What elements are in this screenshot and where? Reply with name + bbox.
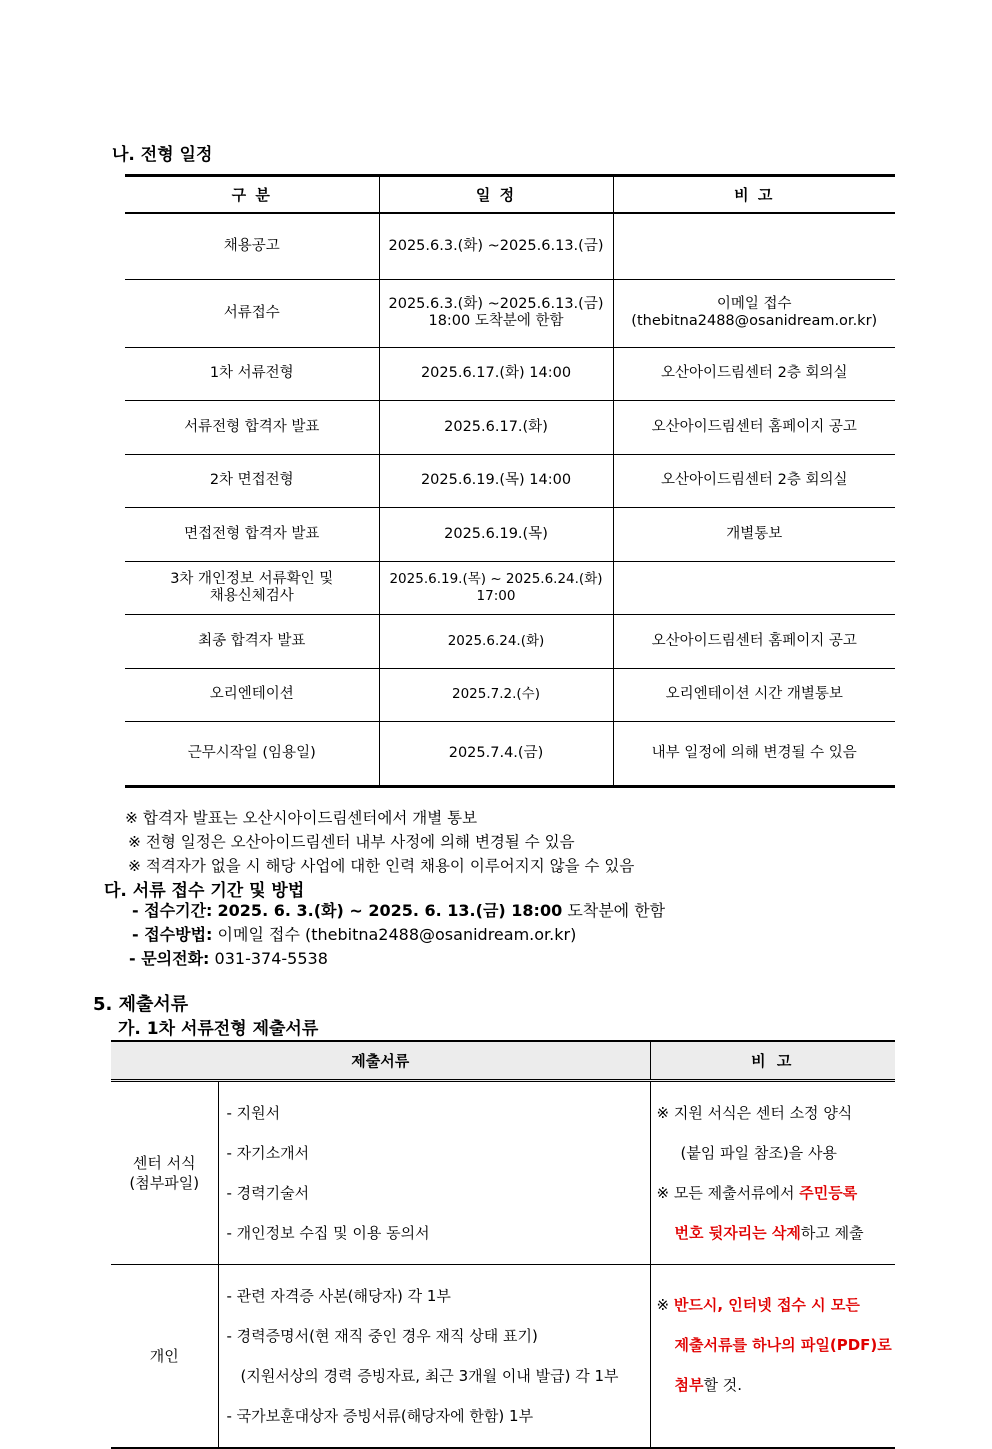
list-item: - 지원서 [226, 1104, 281, 1122]
table-row [125, 668, 895, 721]
note-line [657, 1183, 895, 1203]
note-line [657, 1335, 895, 1355]
note-line: (붙임 파일 참조)을 사용 [680, 1144, 837, 1162]
note-line: ※ 적격자가 없을 시 해당 사업에 대한 인력 채용이 이루어지지 않을 수 있음 [128, 857, 635, 875]
table-row [125, 213, 895, 279]
row-category: 3차 개인정보 서류확인 및 채용신체검사 [125, 561, 379, 614]
submission-period [132, 899, 665, 923]
note-text: 하고 제출 [800, 1224, 864, 1242]
row-note: 오산아이드림센터 홈페이지 공고 [613, 400, 895, 454]
table-row [125, 561, 895, 614]
schedule-table [125, 174, 895, 788]
row-category: 2차 면접전형 [125, 454, 379, 507]
row-date: 2025.6.19.(목) 14:00 [379, 454, 613, 507]
section-subtitle-documents: 가. 1차 서류전형 제출서류 [118, 1019, 319, 1039]
row-note [613, 561, 895, 614]
table-row [125, 454, 895, 507]
note-text: ※ 모든 제출서류에서 [656, 1184, 800, 1202]
center-forms-label: 센터 서식 (첨부파일) [111, 1081, 218, 1265]
row-category: 오리엔테이션 [125, 668, 379, 721]
personal-note [650, 1265, 895, 1449]
schedule-notes [125, 806, 634, 878]
note-emphasis: 번호 뒷자리는 삭제 [674, 1224, 801, 1242]
phone-label: - 문의전화: [129, 949, 210, 968]
submission-method [132, 923, 665, 947]
section-title-documents: 5. 제출서류 [93, 994, 189, 1015]
table-row [111, 1265, 895, 1449]
row-note: 오리엔테이션 시간 개별통보 [613, 668, 895, 721]
list-item: - 국가보훈대상자 증빙서류(해당자에 한함) 1부 [226, 1407, 534, 1425]
documents-header-docs: 제출서류 [111, 1041, 650, 1081]
row-date: 2025.7.2.(수) [379, 668, 613, 721]
method-value: 이메일 접수 (thebitna2488@osanidream.or.kr) [217, 925, 577, 944]
note-line [657, 1375, 895, 1395]
table-row [125, 614, 895, 668]
row-note: 오산아이드림센터 2층 회의실 [613, 347, 895, 400]
row-category: 면접전형 합격자 발표 [125, 507, 379, 561]
table-row [125, 721, 895, 786]
row-category: 근무시작일 (임용일) [125, 721, 379, 786]
note-line: ※ 합격자 발표는 오산시아이드림센터에서 개별 통보 [125, 809, 478, 827]
note-emphasis: 첨부 [674, 1376, 704, 1394]
row-note: 내부 일정에 의해 변경될 수 있음 [613, 721, 895, 786]
table-row [125, 347, 895, 400]
note-emphasis: 반드시, 인터넷 접수 시 모든 [673, 1296, 860, 1314]
center-forms-items [218, 1081, 650, 1265]
list-item: - 자기소개서 [226, 1144, 310, 1162]
personal-label: 개인 [111, 1265, 218, 1449]
documents-header-row [111, 1041, 895, 1081]
period-value: 2025. 6. 3.(화) ~ 2025. 6. 13.(금) 18:00 [217, 901, 563, 920]
list-item: (지원서상의 경력 증빙자료, 최근 3개월 이내 발급) 각 1부 [240, 1367, 619, 1385]
list-item: - 관련 자격증 사본(해당자) 각 1부 [226, 1287, 451, 1305]
list-item: - 개인정보 수집 및 이용 동의서 [226, 1224, 430, 1242]
schedule-header-date: 일 정 [379, 176, 613, 214]
schedule-header-row [125, 176, 895, 214]
note-mark: ※ [656, 1296, 670, 1314]
table-row [111, 1081, 895, 1265]
note-emphasis: 주민등록 [799, 1184, 858, 1202]
note-line [657, 1295, 895, 1315]
submission-details [129, 899, 666, 971]
row-date: 2025.6.19.(목) [379, 507, 613, 561]
row-note: 오산아이드림센터 2층 회의실 [613, 454, 895, 507]
row-date: 2025.7.4.(금) [379, 721, 613, 786]
period-suffix: 도착분에 한함 [567, 901, 666, 920]
row-date: 2025.6.24.(화) [379, 614, 613, 668]
row-category: 최종 합격자 발표 [125, 614, 379, 668]
row-date: 2025.6.17.(화) 14:00 [379, 347, 613, 400]
note-line [657, 1223, 895, 1243]
table-row [125, 400, 895, 454]
method-label: - 접수방법: [132, 925, 213, 944]
row-category: 1차 서류전형 [125, 347, 379, 400]
row-note [613, 213, 895, 279]
row-date: 2025.6.19.(목) ~ 2025.6.24.(화) 17:00 [379, 561, 613, 614]
note-line: ※ 전형 일정은 오산아이드림센터 내부 사정에 의해 변경될 수 있음 [128, 833, 575, 851]
row-date: 2025.6.3.(화) ~2025.6.13.(금) [379, 213, 613, 279]
list-item: - 경력증명서(현 재직 중인 경우 재직 상태 표기) [226, 1327, 538, 1345]
row-note: 오산아이드림센터 홈페이지 공고 [613, 614, 895, 668]
documents-table [111, 1040, 895, 1449]
personal-items [218, 1265, 650, 1449]
center-forms-note [650, 1081, 895, 1265]
period-label: - 접수기간: [132, 901, 213, 920]
row-date: 2025.6.17.(화) [379, 400, 613, 454]
row-note: 이메일 접수 (thebitna2488@osanidream.or.kr) [613, 279, 895, 347]
schedule-header-category: 구 분 [125, 176, 379, 214]
table-row [125, 507, 895, 561]
documents-header-note: 비 고 [650, 1041, 895, 1081]
note-line: ※ 지원 서식은 센터 소정 양식 [656, 1104, 853, 1122]
row-date: 2025.6.3.(화) ~2025.6.13.(금) 18:00 도착분에 한함 [379, 279, 613, 347]
section-title-schedule: 나. 전형 일정 [112, 145, 213, 165]
schedule-header-note: 비 고 [613, 176, 895, 214]
row-category: 채용공고 [125, 213, 379, 279]
note-text: 할 것. [703, 1376, 743, 1394]
section-title-submission: 다. 서류 접수 기간 및 방법 [104, 881, 305, 901]
note-emphasis: 제출서류를 하나의 파일(PDF)로 [674, 1336, 892, 1354]
row-category: 서류전형 합격자 발표 [125, 400, 379, 454]
table-row [125, 279, 895, 347]
row-note: 개별통보 [613, 507, 895, 561]
row-category: 서류접수 [125, 279, 379, 347]
list-item: - 경력기술서 [226, 1184, 310, 1202]
submission-phone [129, 947, 665, 971]
phone-value: 031-374-5538 [214, 949, 328, 968]
